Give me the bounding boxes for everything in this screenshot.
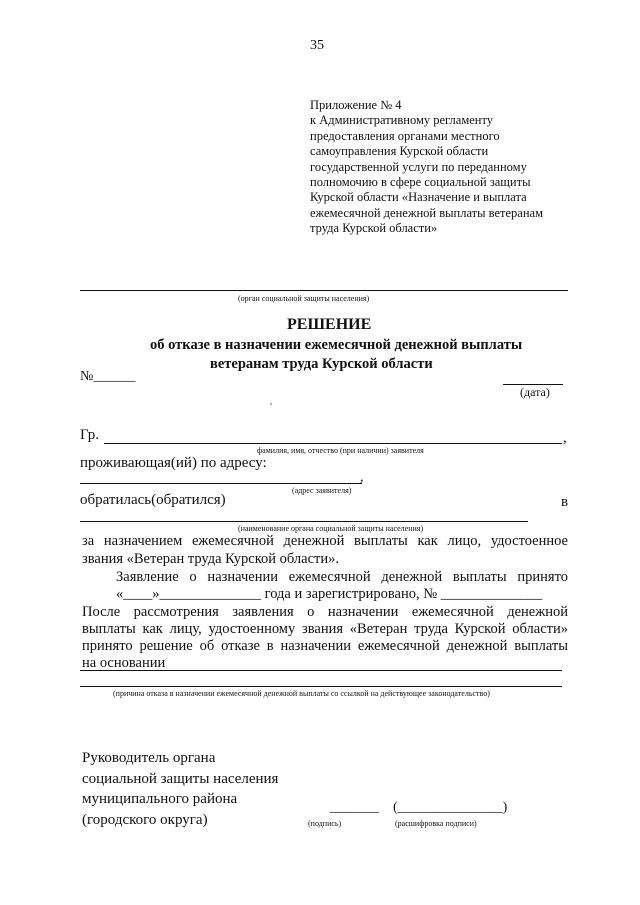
org-caption: (орган социальной защиты населения) — [238, 294, 370, 303]
residing-label: проживающая(ий) по адресу: — [80, 455, 267, 471]
appendix-line: государственной услуги по переданному — [310, 159, 527, 174]
signatory-line: Руководитель органа — [82, 750, 216, 766]
reason-caption: (причина отказа в назначении ежемесячной денежной выплаты со ссылкой на действующее законодательство) — [113, 689, 490, 698]
appendix-line: Приложение № 4 — [310, 98, 402, 112]
appendix-line: предоставления органами местного — [310, 128, 500, 143]
document-subtitle-line-2: ветеранам труда Курской области — [210, 356, 433, 372]
applied-in-label: в — [561, 494, 569, 510]
decoding-caption: (расшифровка подписи) — [395, 819, 477, 828]
fio-comma: , — [563, 430, 567, 446]
org-name-line — [80, 290, 568, 291]
body-line-3: Заявление о назначении ежемесячной денежной выплаты принято — [116, 569, 568, 585]
body-line-2: звания «Ветеран труда Курской области». — [82, 551, 339, 567]
appendix-line: к Административному регламенту — [310, 113, 494, 128]
org-name-line-2 — [80, 521, 528, 522]
signatory-line: (городского округа) — [82, 811, 208, 828]
org-name-caption: (наименование органа социальной защиты населения) — [238, 524, 424, 533]
body-line-5: После рассмотрения заявления о назначении ежемесячной денежной — [82, 604, 568, 620]
address-comma: , — [360, 470, 364, 485]
fio-caption: фамилия, имя, отчество (при наличии) заявителя — [257, 446, 424, 455]
signatory-line: муниципального района — [82, 791, 238, 807]
body-line-1: за назначением ежемесячной денежной выплаты как лицо, удостоенное — [82, 533, 568, 549]
fio-line — [104, 443, 562, 444]
body-line-7: принято решение об отказе в назначении ежемесячной денежной выплаты — [82, 638, 568, 654]
body-line-6: выплаты как лицу, удостоенному звания «Ветеран труда Курской области» — [82, 621, 568, 637]
appendix-line: самоуправления Курской области — [310, 144, 489, 159]
appendix-line: полномочию в сфере социальной защиты — [310, 175, 531, 190]
signature-caption: (подпись) — [308, 819, 342, 828]
signatory-block — [82, 748, 278, 830]
document-title: РЕШЕНИЕ — [287, 316, 372, 333]
decision-number-label: №______ — [80, 369, 136, 384]
body-line-4: «____»______________ года и зарегистрировано, № ______________ — [116, 586, 543, 602]
reason-line-1 — [80, 670, 562, 671]
decoding-line: (_______________) — [393, 800, 508, 815]
reason-line-2 — [80, 686, 562, 687]
page-number: 35 — [310, 38, 324, 53]
appendix-line: ежемесячной денежной выплаты ветеранам — [310, 205, 543, 220]
address-caption: (адрес заявителя) — [292, 486, 352, 495]
appendix-line: Курской области «Назначение и выплата — [310, 190, 527, 205]
document-subtitle-line-1: об отказе в назначении ежемесячной денежной выплаты — [150, 337, 523, 353]
citizen-label: Гр. — [80, 427, 99, 443]
appendix-block — [310, 98, 543, 237]
appendix-line: труда Курской области» — [310, 221, 438, 236]
date-caption: (дата) — [520, 385, 550, 399]
applied-label: обратилась(обратился) — [80, 492, 226, 508]
scan-speck — [270, 403, 272, 405]
address-line — [80, 483, 362, 484]
body-line-8: на основании — [82, 655, 166, 671]
signature-line: _______ — [330, 800, 379, 815]
signatory-line: социальной защиты населения — [82, 770, 279, 787]
